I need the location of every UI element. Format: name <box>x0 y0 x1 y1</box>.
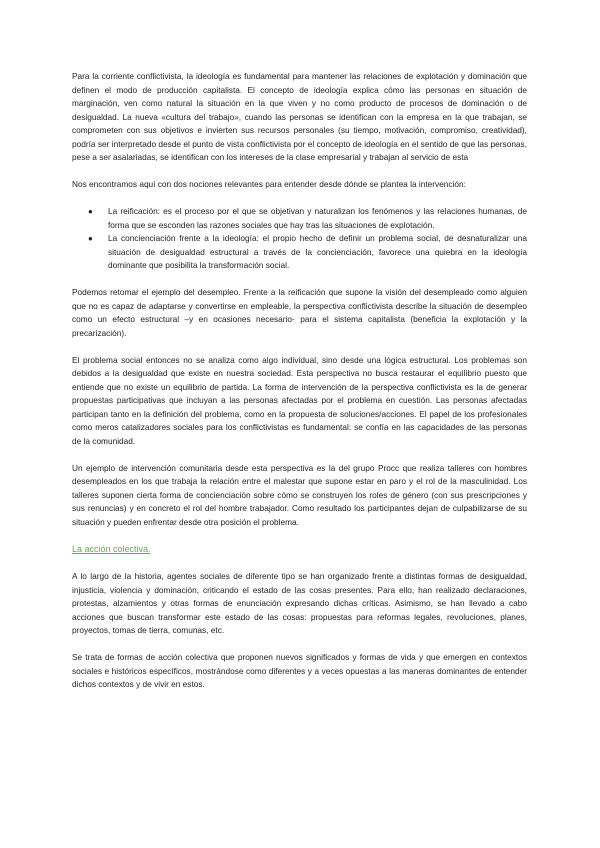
list-item-text: La concienciación frente a la ideología: el propio hecho de definir un problema social, de desnaturalizar una situación de desigualdad estructural a través de la concienciación, favorece una quiebra en la ideología dominante que posibilita la transformación social. <box>108 233 527 270</box>
list-item-text: La reificación: es el proceso por el que se objetivan y naturalizan los fenómenos y las relaciones humanas, de forma que se esconden las razones sociales que hay tras las situaciones de explotación. <box>108 206 527 230</box>
list-item-concienciacion <box>72 232 527 273</box>
paragraph-ideologia: Para la corriente conflictivista, la ideología es fundamental para mantener las relaciones de explotación y dominación que definen el modo de producción capitalista. El concepto de ideología explica cómo las personas en situación de marginación, ven como natural la situación en la que viven y no como producto de procesos de dominación o de desigualdad. La nueva «cultura del trabajo», cuando las personas se identifican con la empresa en la que trabajan, se comprometen con sus objetivos e invierten sus recursos personales (su tiempo, motivación, compromiso, creatividad), podría ser interpretado desde el punto de vista conflictivista por el concepto de ideología en el sentido de que las personas, pese a ser asalariadas, se identifican con los intereses de la clase empresarial y trabajan al servicio de esta <box>72 71 527 162</box>
paragraph-desempleo: Podemos retomar el ejemplo del desempleo. Frente a la reificación que supone la visión del desempleado como alguien que no es capaz de adaptarse y convertirse en empleable, la perspectiva conflictivista describe la situación de desempleo como un efecto estructural –y en ocasiones necesario- para el sistema capitalista (beneficia la explotación y la precarización). <box>72 287 527 338</box>
paragraph-ejemplo-procc: Un ejemplo de intervención comunitaria desde esta perspectiva es la del grupo Procc que realiza talleres con hombres desempleados en los que trabaja la relación entre el malestar que supone estar en paro y el rol de la masculinidad. Los talleres suponen cierta forma de concienciación sobre cómo se construyen los roles de género (con sus prescripciones y sus renuncias) y en concreto el rol del hombre trabajador. Como resultado los participantes dejan de culpabilizarse de su situación y pueden enfrentar desde otra posición el problema. <box>72 462 527 527</box>
paragraph-problema-social: El problema social entonces no se analiza como algo individual, sino desde una lógica estructural. Los problemas son debidos a la desigualdad que existe en nuestra sociedad. Esta perspectiva no busca restaurar el equilibrio puesto que entiende que no existe un equilibrio de partida. La forma de intervención de la perspectiva conflictivista es la de generar propuestas participativas que incluyan a las personas afectadas por el problema en cuestión. Las personas afectadas participan tanto en la definición del problema, como en la propuesta de soluciones/acciones. El papel de los profesionales como meros catalizadores sociales para los conflictivistas es fundamental: se confía en las capacidades de las personas de la comunidad. <box>72 354 527 446</box>
bullet-icon: ● <box>88 234 93 243</box>
list-item-reificacion <box>72 205 527 232</box>
bullet-icon: ● <box>88 207 93 216</box>
bullet-list-nociones <box>72 205 527 273</box>
document-page <box>72 70 527 705</box>
section-heading-accion-colectiva: La acción colectiva. <box>72 543 151 554</box>
paragraph-nociones-intro: Nos encontramos aquí con dos nociones relevantes para entender desde dónde se plantea la intervención: <box>72 179 466 189</box>
paragraph-formas-accion: Se trata de formas de acción colectiva que proponen nuevos significados y formas de vida y que emergen en contextos sociales e históricos específicos, mostrándose como diferentes y a veces opuestas a las maneras dominantes de entender dichos contextos y de vivir en estos. <box>72 652 527 689</box>
paragraph-historia: A lo largo de la historia, agentes sociales de diferente tipo se han organizado frente a distintas formas de desigualdad, injusticia, violencia y dominación, criticando el estado de las cosas presentes. Para ello, han realizado declaraciones, protestas, alzamientos y otras formas de enunciación expresando dichas críticas. Asimismo, se han llevado a cabo acciones que buscan transformar este estado de las cosas: propuestas para reformas legales, revoluciones, planes, proyectos, tomas de tierra, comunas, etc. <box>72 571 527 635</box>
